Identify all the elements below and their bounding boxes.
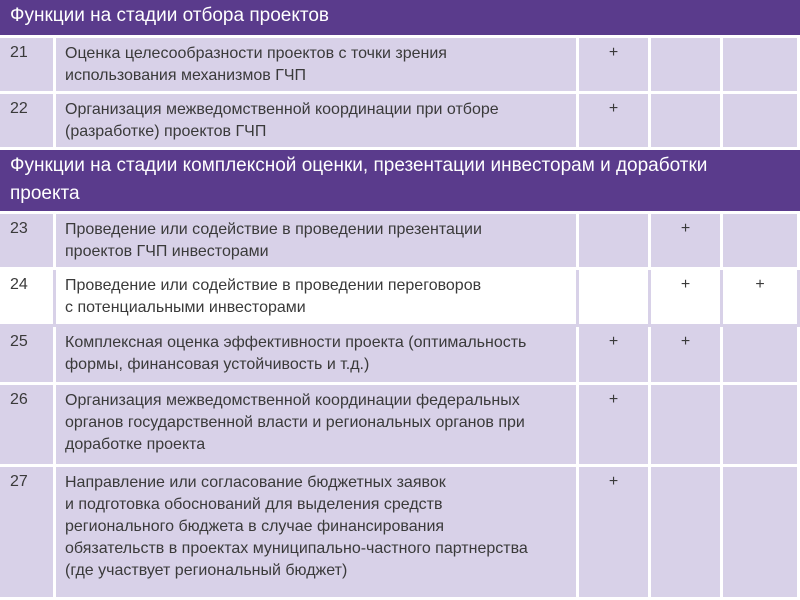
- description-line: обязательств в проектах муниципально-частного партнерства: [65, 540, 528, 557]
- description-line: (разработке) проектов ГЧП: [65, 123, 267, 140]
- description-line: Проведение или содействие в проведении презентации: [65, 221, 482, 238]
- mark-col-2: +: [651, 214, 723, 270]
- description-line: органов государственной власти и региональных органов при: [65, 414, 525, 431]
- row-description: [56, 327, 579, 385]
- table-row: [0, 38, 800, 94]
- row-number: 25: [0, 327, 56, 385]
- section-header-evaluation: [0, 150, 800, 214]
- mark-col-2: +: [651, 270, 723, 327]
- mark-col-2: +: [651, 327, 723, 385]
- section-title-line: проекта: [10, 183, 80, 204]
- row-number: 24: [0, 270, 56, 327]
- description-line: Организация межведомственной координации федеральных: [65, 392, 520, 409]
- description-line: Организация межведомственной координации при отборе: [65, 101, 499, 118]
- row-number: 22: [0, 94, 56, 150]
- mark-col-3: [723, 327, 800, 385]
- mark-col-1: +: [579, 38, 651, 94]
- mark-col-1: +: [579, 94, 651, 150]
- mark-col-2: [651, 467, 723, 600]
- description-line: регионального бюджета в случае финансирования: [65, 518, 445, 535]
- description-line: доработке проекта: [65, 436, 206, 453]
- description-line: Комплексная оценка эффективности проекта (оптимальность: [65, 334, 527, 351]
- mark-col-1: [579, 270, 651, 327]
- section-header-selection: [0, 0, 800, 38]
- mark-col-1: +: [579, 327, 651, 385]
- mark-col-3: [723, 385, 800, 467]
- mark-col-3: +: [723, 270, 800, 327]
- description-line: Направление или согласование бюджетных заявок: [65, 474, 446, 491]
- row-description: [56, 385, 579, 467]
- section-title-line: Функции на стадии комплексной оценки, презентации инвесторам и доработки: [10, 155, 708, 176]
- description-line: и подготовка обоснований для выделения средств: [65, 496, 443, 513]
- table-row: [0, 385, 800, 467]
- row-description: [56, 38, 579, 94]
- row-description: [56, 467, 579, 600]
- row-number: 26: [0, 385, 56, 467]
- row-description: [56, 270, 579, 327]
- table-row: [0, 270, 800, 327]
- mark-col-3: [723, 38, 800, 94]
- mark-col-3: [723, 94, 800, 150]
- row-number: 27: [0, 467, 56, 600]
- table-row: [0, 94, 800, 150]
- mark-col-1: [579, 214, 651, 270]
- section-title: Функции на стадии отбора проектов: [10, 5, 330, 26]
- description-line: Оценка целесообразности проектов с точки зрения: [65, 45, 447, 62]
- description-line: (где участвует региональный бюджет): [65, 562, 348, 579]
- mark-col-2: [651, 385, 723, 467]
- description-line: Проведение или содействие в проведении переговоров: [65, 277, 482, 294]
- mark-col-2: [651, 38, 723, 94]
- mark-col-2: [651, 94, 723, 150]
- description-line: формы, финансовая устойчивость и т.д.): [65, 356, 370, 373]
- mark-col-3: [723, 467, 800, 600]
- description-line: проектов ГЧП инвесторами: [65, 243, 269, 260]
- description-line: с потенциальными инвесторами: [65, 299, 306, 316]
- row-description: [56, 214, 579, 270]
- table-row: [0, 327, 800, 385]
- description-line: использования механизмов ГЧП: [65, 67, 307, 84]
- mark-col-1: +: [579, 385, 651, 467]
- mark-col-3: [723, 214, 800, 270]
- row-number: 23: [0, 214, 56, 270]
- table-row: [0, 214, 800, 270]
- row-number: 21: [0, 38, 56, 94]
- table-row: [0, 467, 800, 600]
- row-description: [56, 94, 579, 150]
- mark-col-1: +: [579, 467, 651, 600]
